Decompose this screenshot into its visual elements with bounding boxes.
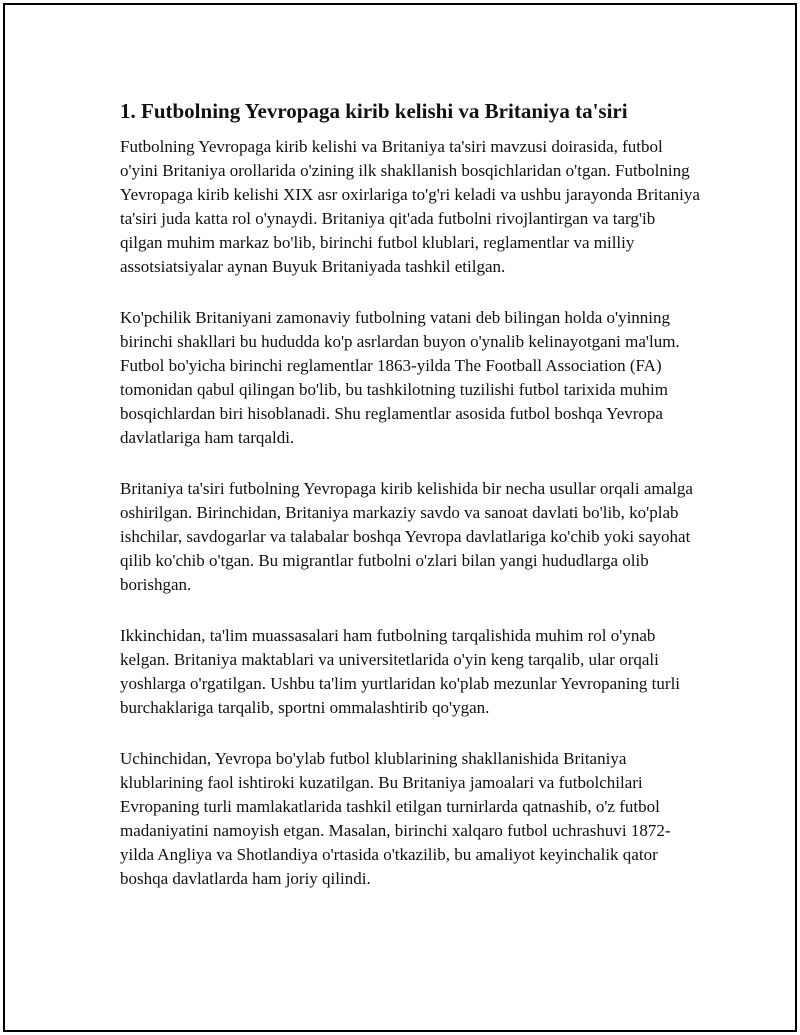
paragraph-3: Britaniya ta'siri futbolning Yevropaga kirib kelishida bir necha usullar orqali amalga oshirilgan. Birinchidan, Britaniya markaziy savdo va sanoat davlati bo'lib, ko'plab ishchilar, savdogarlar va talabalar boshqa Yevropa davlatlariga ko'chib yoki sayohat qilib ko'chib o'tgan. Bu migrantlar futbolni o'zlari bilan yangi hududlarga olib borishgan. [120,479,693,594]
paragraph-5: Uchinchidan, Yevropa bo'ylab futbol klublarining shakllanishida Britaniya klublarining faol ishtiroki kuzatilgan. Bu Britaniya jamoalari va futbolchilari Evropaning turli mamlakatlarida tashkil etilgan turnirlarda qatnashib, o'z futbol madaniyatini namoyish etgan. Masalan, birinchi xalqaro futbol uchrashuvi 1872-yilda Angliya va Shotlandiya o'rtasida o'tkazilib, bu amaliyot keyinchalik qator boshqa davlatlarda ham joriy qilindi. [120,749,671,888]
page-frame [3,3,797,1032]
paragraph-4: Ikkinchidan, ta'lim muassasalari ham futbolning tarqalishida muhim rol o'ynab kelgan. Britaniya maktablari va universitetlarida o'yin keng tarqalib, ular orqali yoshlarga o'rgatilgan. Ushbu ta'lim yurtlaridan ko'plab mezunlar Yevropaning turli burchaklariga tarqalib, sportni ommalashtirib qo'ygan. [120,626,681,717]
document-body [120,97,700,918]
paragraph-1: Futbolning Yevropaga kirib kelishi va Britaniya ta'siri mavzusi doirasida, futbol o'yini Britaniya orollarida o'zining ilk shakllanish bosqichlaridan o'tgan. Futbolning Yevropaga kirib kelishi XIX asr oxirlariga to'g'ri keladi va ushbu jarayonda Britaniya ta'siri juda katta rol o'ynaydi. Britaniya qit'ada futbolni rivojlantirgan va targ'ib qilgan muhim markaz bo'lib, birinchi futbol klublari, reglamentlar va milliy assotsiatsiyalar aynan Buyuk Britaniyada tashkil etilgan. [120,137,700,276]
section-heading: 1. Futbolning Yevropaga kirib kelishi va Britaniya ta'siri [120,99,628,123]
paragraph-2: Ko'pchilik Britaniyani zamonaviy futbolning vatani deb bilingan holda o'yinning birinchi shakllari bu hududda ko'p asrlardan buyon o'ynalib kelinayotgani ma'lum. Futbol bo'yicha birinchi reglamentlar 1863-yilda The Football Association (FA) tomonidan qabul qilingan bo'lib, bu tashkilotning tuzilishi futbol tarixida muhim bosqichlardan biri hisoblanadi. Shu reglamentlar asosida futbol boshqa Yevropa davlatlariga ham tarqaldi. [120,308,680,447]
